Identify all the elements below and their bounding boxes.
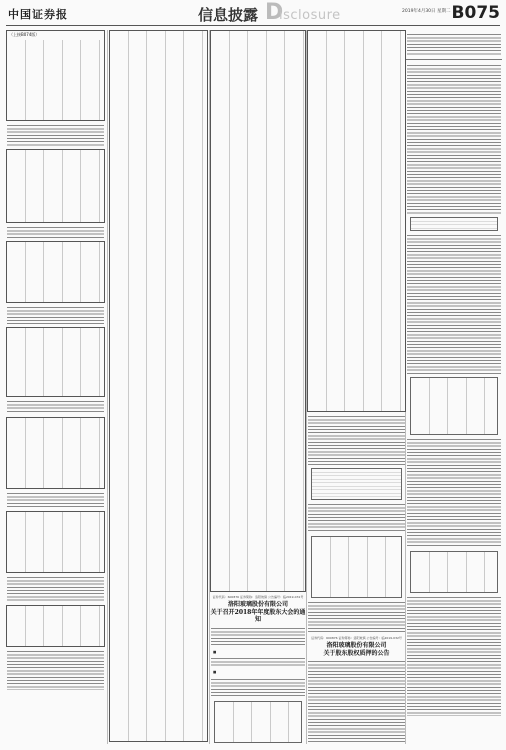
column-1 <box>6 30 105 744</box>
table-body <box>7 40 104 120</box>
body-text <box>211 678 305 698</box>
body-text <box>7 492 104 508</box>
long-disclosure-table <box>307 30 406 412</box>
body-text <box>211 627 305 647</box>
continued-tag: （上接B074版） <box>9 32 40 37</box>
header-rule <box>6 25 500 26</box>
section-rule <box>406 59 502 60</box>
bullet-point: ■ <box>213 670 217 674</box>
column-3 <box>210 30 306 744</box>
proposal-table <box>311 468 402 500</box>
formula-box <box>410 217 498 231</box>
section-logo-letter: D <box>265 0 284 25</box>
disclosure-table <box>6 327 105 397</box>
body-text <box>211 657 305 667</box>
announcement-subject: 关于股东股权质押的公告 <box>323 649 390 657</box>
continued-table <box>6 30 105 121</box>
body-text <box>308 660 405 744</box>
company-name: 洛阳玻璃股份有限公司 <box>227 601 288 608</box>
disclosure-table <box>6 241 105 303</box>
meeting-agenda-table <box>214 701 302 743</box>
body-text <box>407 33 501 55</box>
bullet-point: ■ <box>213 649 217 654</box>
body-text <box>308 503 405 533</box>
page-header <box>0 0 506 26</box>
disclosure-table <box>6 605 105 647</box>
column-divider <box>107 30 108 744</box>
body-text <box>7 650 104 690</box>
issue-date: 2019年4月30日 星期二 <box>402 9 451 14</box>
body-text <box>7 306 104 324</box>
body-text <box>7 400 104 414</box>
column-5 <box>406 30 502 744</box>
newspaper-masthead: 中国证券报 <box>8 8 68 21</box>
announcement-title <box>307 642 406 657</box>
body-text <box>407 234 501 374</box>
body-text <box>407 64 501 214</box>
section-title: 信息披露 <box>198 6 259 24</box>
announcement-subject: 关于召开2018年年度股东大会的通知 <box>210 608 306 623</box>
disclosure-table <box>6 511 105 573</box>
body-text <box>308 415 405 465</box>
body-text <box>7 226 104 238</box>
column-4 <box>307 30 406 744</box>
voting-table <box>311 536 402 598</box>
company-name: 洛阳玻璃股份有限公司 <box>326 642 387 649</box>
body-text <box>7 124 104 146</box>
long-disclosure-table <box>109 30 208 742</box>
page-number: B075 <box>451 3 500 23</box>
column-2 <box>109 30 208 744</box>
summary-table <box>410 551 498 593</box>
announcement-title <box>210 601 306 624</box>
announcement-meta: 证券代码：600876 证券简称：洛阳玻璃 公告编号：临2019-032号 <box>311 636 402 640</box>
section-title-english: isclosure <box>279 8 341 23</box>
disclosure-table <box>6 417 105 489</box>
body-text <box>308 601 405 633</box>
long-disclosure-table <box>210 30 306 592</box>
summary-table <box>410 377 498 435</box>
body-text <box>407 438 501 548</box>
disclosure-table <box>6 149 105 223</box>
body-text <box>407 596 501 716</box>
body-text <box>7 576 104 602</box>
announcement-meta: 证券代码：600876 证券简称：洛阳玻璃 公告编号：临2019-031号 <box>212 595 304 599</box>
